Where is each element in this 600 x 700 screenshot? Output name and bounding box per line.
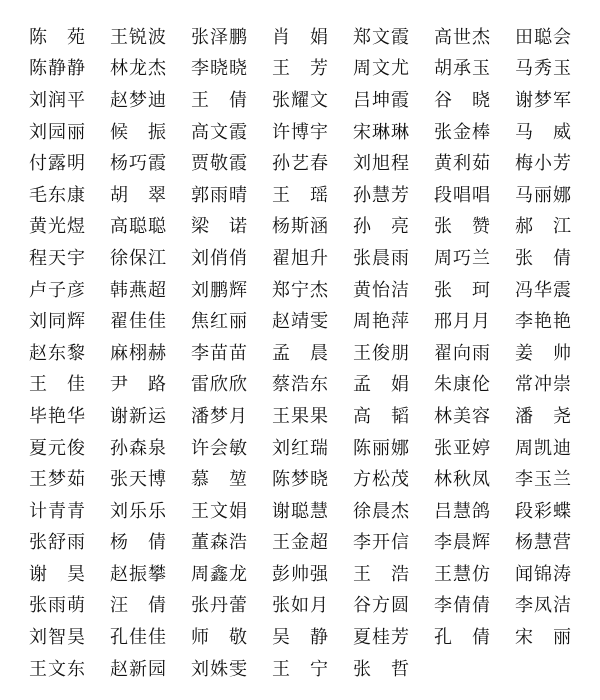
name-entry: 李凤洁 — [515, 595, 572, 617]
name-entry: 孟 晨 — [272, 342, 328, 364]
name-entry: 孙森泉 — [110, 437, 167, 459]
name-entry: 杨巧霞 — [110, 153, 167, 175]
name-entry: 张耀文 — [272, 89, 329, 111]
name-entry: 毕艳华 — [29, 405, 86, 427]
name-entry: 许博宇 — [272, 121, 329, 143]
name-entry: 李艳艳 — [515, 311, 572, 333]
name-entry: 梅小芳 — [515, 153, 572, 175]
name-entry: 徐保江 — [110, 247, 167, 269]
name-entry: 高 韬 — [353, 405, 409, 427]
name-entry: 王俊朋 — [353, 342, 410, 364]
name-entry: 翟旭升 — [272, 247, 329, 269]
name-entry: 黄光煜 — [29, 216, 86, 238]
name-entry: 周文尤 — [353, 58, 410, 80]
name-entry: 张如月 — [272, 595, 329, 617]
name-entry: 张天博 — [110, 469, 167, 491]
name-entry: 蔡浩东 — [272, 374, 329, 396]
name-entry: 吴 静 — [272, 627, 328, 649]
name-entry: 肖 娟 — [272, 26, 328, 48]
name-entry: 高世杰 — [434, 26, 491, 48]
name-entry: 孙 亮 — [353, 216, 409, 238]
name-entry: 计青青 — [29, 500, 86, 522]
name-entry: 王 芳 — [272, 58, 328, 80]
name-entry: 徐晨杰 — [353, 500, 410, 522]
name-entry: 夏桂芳 — [353, 627, 410, 649]
name-entry: 陈静静 — [29, 58, 86, 80]
name-entry: 刘智昊 — [29, 627, 86, 649]
name-entry: 闻锦涛 — [515, 563, 572, 585]
name-entry: 孟 娟 — [353, 374, 409, 396]
name-entry: 谢聪慧 — [272, 500, 329, 522]
name-entry: 黄利茹 — [434, 153, 491, 175]
name-entry: 李倩倩 — [434, 595, 491, 617]
name-entry: 赵靖雯 — [272, 311, 329, 333]
name-entry: 张金棒 — [434, 121, 491, 143]
name-entry: 杨斯涵 — [272, 216, 329, 238]
name-entry: 孔佳佳 — [110, 627, 167, 649]
name-entry: 李苗苗 — [191, 342, 248, 364]
name-entry: 翟佳佳 — [110, 311, 167, 333]
name-entry: 彭帅强 — [272, 563, 329, 585]
name-entry: 赵梦迪 — [110, 89, 167, 111]
name-entry: 吕慧鸽 — [434, 500, 491, 522]
name-entry: 林龙杰 — [110, 58, 167, 80]
name-entry: 谷 晓 — [434, 89, 490, 111]
name-entry: 李开信 — [353, 532, 410, 554]
name-entry: 夏元俊 — [29, 437, 86, 459]
name-entry: 周鑫龙 — [191, 563, 248, 585]
name-entry: 常冲崇 — [515, 374, 572, 396]
name-entry: 贾敬霞 — [191, 153, 248, 175]
name-entry: 马秀玉 — [515, 58, 572, 80]
name-entry: 张 赞 — [434, 216, 490, 238]
name-entry: 杨慧营 — [515, 532, 572, 554]
name-entry: 卢子彦 — [29, 279, 86, 301]
name-entry: 田聪会 — [515, 26, 572, 48]
name-entry: 林秋凤 — [434, 469, 491, 491]
name-entry: 焦红丽 — [191, 311, 248, 333]
name-entry: 张晨雨 — [353, 247, 410, 269]
name-entry: 黄怡洁 — [353, 279, 410, 301]
name-entry: 候 振 — [110, 121, 166, 143]
name-entry: 梁 诺 — [191, 216, 247, 238]
name-entry: 刘润平 — [29, 89, 86, 111]
name-entry: 麻栩赫 — [110, 342, 167, 364]
name-entry: 尹 路 — [110, 374, 166, 396]
name-entry: 刘同辉 — [29, 311, 86, 333]
name-entry: 王锐波 — [110, 26, 167, 48]
name-entry: 陈 苑 — [29, 26, 85, 48]
name-entry: 宋琳琳 — [353, 121, 410, 143]
name-entry: 张 倩 — [515, 247, 571, 269]
name-entry: 郭雨晴 — [191, 184, 248, 206]
name-entry: 李晨辉 — [434, 532, 491, 554]
name-entry: 董森浩 — [191, 532, 248, 554]
name-entry: 冯华震 — [515, 279, 572, 301]
name-entry: 毛东康 — [29, 184, 86, 206]
name-entry: 郑宁杰 — [272, 279, 329, 301]
name-entry: 赵振攀 — [110, 563, 167, 585]
name-list-grid — [29, 22, 596, 685]
name-entry: 刘俏俏 — [191, 247, 248, 269]
name-entry: 程天宇 — [29, 247, 86, 269]
name-entry: 慕 堃 — [191, 469, 247, 491]
name-entry: 许会敏 — [191, 437, 248, 459]
name-entry: 马丽娜 — [515, 184, 572, 206]
name-entry: 刘乐乐 — [110, 500, 167, 522]
name-entry: 王金超 — [272, 532, 329, 554]
name-entry: 周巧兰 — [434, 247, 491, 269]
name-entry: 段唱唱 — [434, 184, 491, 206]
name-entry: 张 珂 — [434, 279, 490, 301]
name-entry: 翟向雨 — [434, 342, 491, 364]
name-entry: 杨 倩 — [110, 532, 166, 554]
name-entry: 郝 江 — [515, 216, 571, 238]
name-entry: 李晓晓 — [191, 58, 248, 80]
name-entry: 孔 倩 — [434, 627, 490, 649]
name-entry: 刘旭程 — [353, 153, 410, 175]
name-entry: 朱康伦 — [434, 374, 491, 396]
name-entry: 王 宁 — [272, 658, 328, 680]
name-entry: 刘姝雯 — [191, 658, 248, 680]
name-entry: 姜 帅 — [515, 342, 571, 364]
name-entry: 赵新园 — [110, 658, 167, 680]
name-entry: 王 浩 — [353, 563, 409, 585]
name-entry: 吕坤霞 — [353, 89, 410, 111]
name-entry: 谢 昊 — [29, 563, 85, 585]
name-entry: 潘梦月 — [191, 405, 248, 427]
name-entry: 王 佳 — [29, 374, 85, 396]
name-entry: 陈梦晓 — [272, 469, 329, 491]
name-entry: 王果果 — [272, 405, 329, 427]
name-entry: 王梦茹 — [29, 469, 86, 491]
name-entry: 高聪聪 — [110, 216, 167, 238]
name-entry: 韩燕超 — [110, 279, 167, 301]
name-entry: 段彩蝶 — [515, 500, 572, 522]
name-entry: 王 瑶 — [272, 184, 328, 206]
name-entry: 李玉兰 — [515, 469, 572, 491]
name-entry: 赵东黎 — [29, 342, 86, 364]
name-entry: 周凯迪 — [515, 437, 572, 459]
name-entry: 张雨萌 — [29, 595, 86, 617]
name-entry: 张泽鹏 — [191, 26, 248, 48]
name-entry: 王文娟 — [191, 500, 248, 522]
name-entry: 宋 丽 — [515, 627, 571, 649]
name-entry: 张丹蕾 — [191, 595, 248, 617]
name-entry: 孙慧芳 — [353, 184, 410, 206]
name-entry: 郑文霞 — [353, 26, 410, 48]
name-entry: 马 威 — [515, 121, 571, 143]
name-entry: 付露明 — [29, 153, 86, 175]
name-entry: 师 敬 — [191, 627, 247, 649]
name-entry: 高文霞 — [191, 121, 248, 143]
name-entry: 刘红瑞 — [272, 437, 329, 459]
name-entry: 邢月月 — [434, 311, 491, 333]
name-entry: 王 倩 — [191, 89, 247, 111]
name-entry: 张亚婷 — [434, 437, 491, 459]
name-entry: 王文东 — [29, 658, 86, 680]
name-entry: 方松茂 — [353, 469, 410, 491]
name-entry: 胡 翠 — [110, 184, 166, 206]
name-entry: 孙艺春 — [272, 153, 329, 175]
name-entry: 刘园丽 — [29, 121, 86, 143]
name-entry: 胡承玉 — [434, 58, 491, 80]
name-entry: 王慧仿 — [434, 563, 491, 585]
name-entry: 张舒雨 — [29, 532, 86, 554]
name-entry: 雷欣欣 — [191, 374, 248, 396]
name-entry: 谢梦军 — [515, 89, 572, 111]
name-entry: 潘 尧 — [515, 405, 571, 427]
name-entry: 谷方圆 — [353, 595, 410, 617]
name-entry: 谢新运 — [110, 405, 167, 427]
name-entry: 陈丽娜 — [353, 437, 410, 459]
name-entry: 张 哲 — [353, 658, 409, 680]
name-entry: 刘鹏辉 — [191, 279, 248, 301]
name-entry: 林美容 — [434, 405, 491, 427]
name-entry: 汪 倩 — [110, 595, 166, 617]
name-entry: 周艳萍 — [353, 311, 410, 333]
